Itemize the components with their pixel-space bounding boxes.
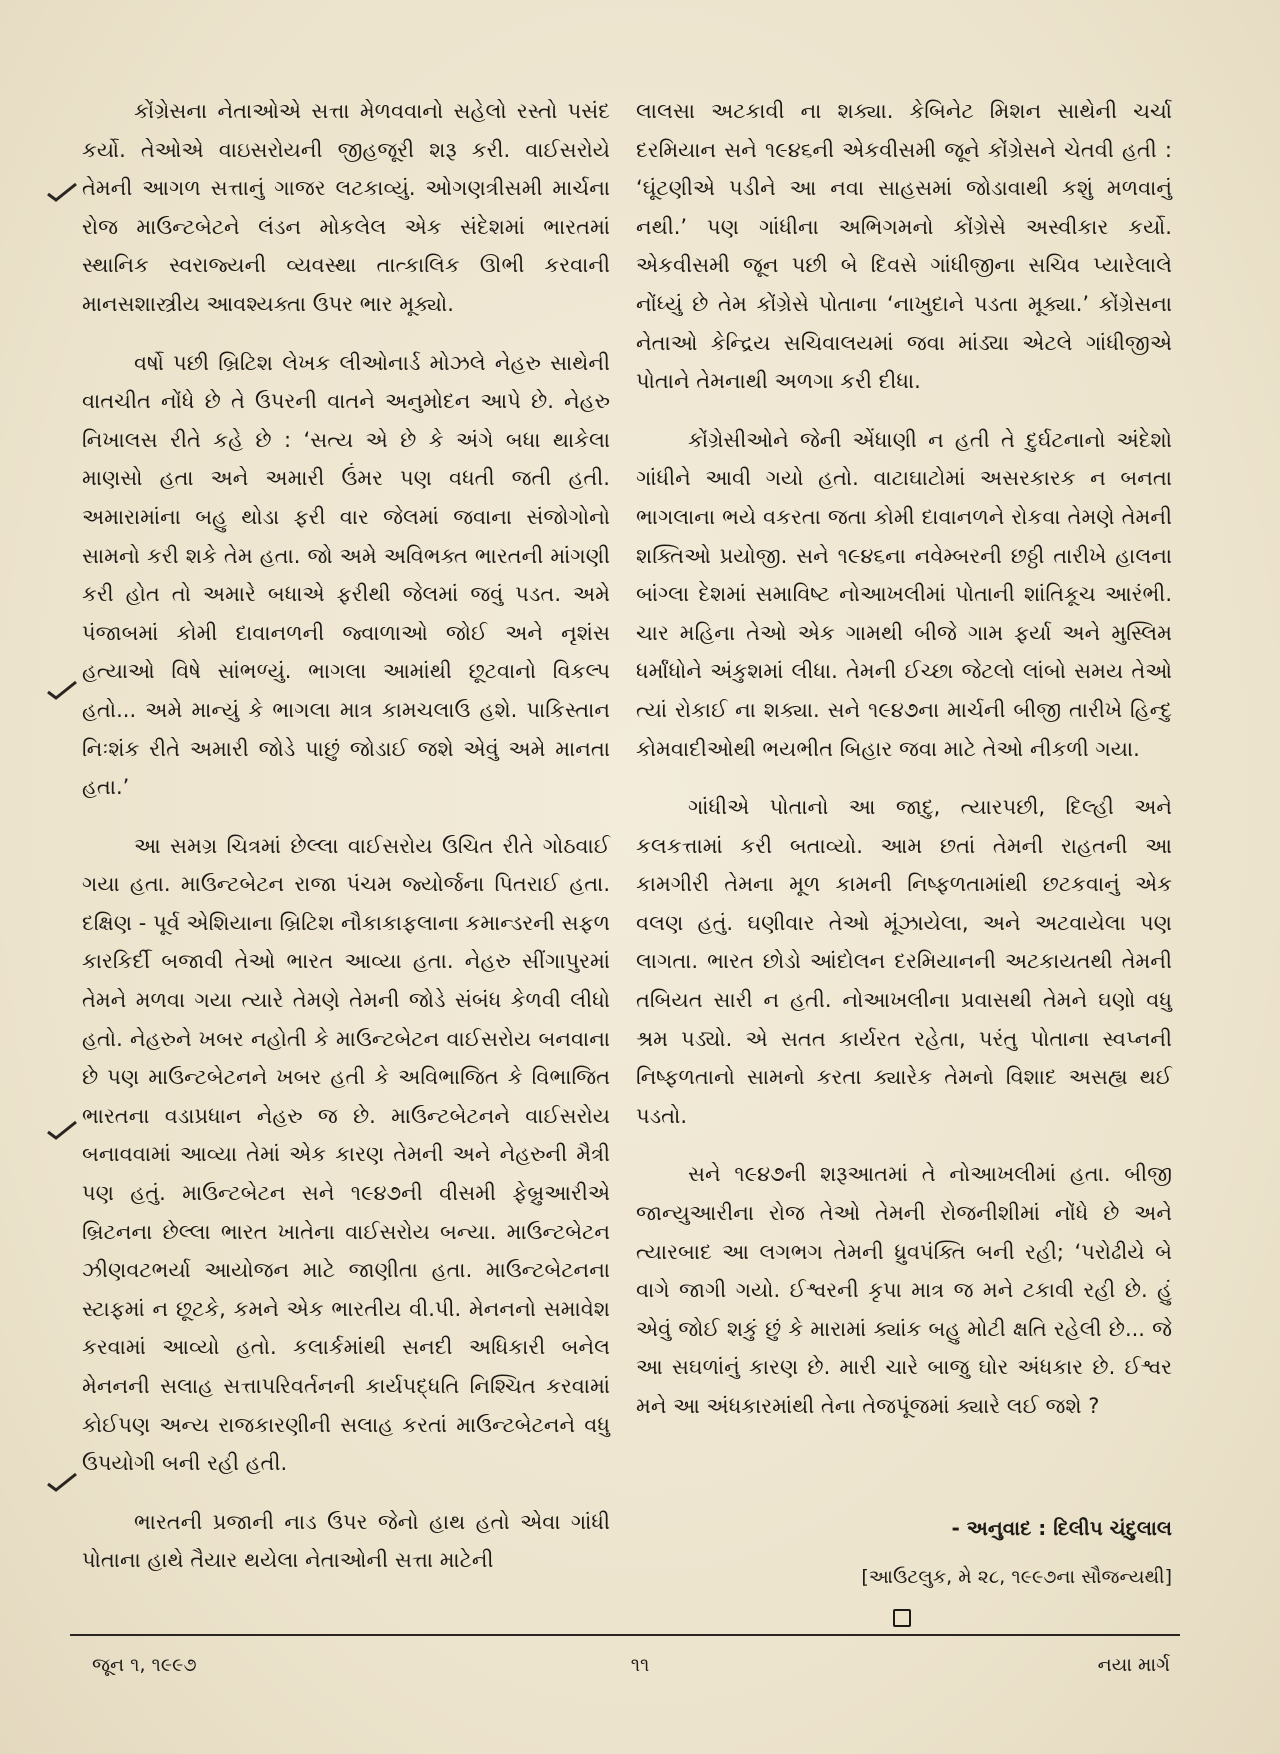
paragraph: કોંગ્રેસીઓને જેની એંધાણી ન હતી તે દુર્ઘટનાનો અંદેશો ગાંધીને આવી ગયો હતો. વાટાઘાટોમાં અસરકારક ન બનતા ભાગલાના ભયે વકરતા જતા કોમી દાવાનળને રોકવા તેમણે તેમની શક્તિઓ પ્રયોજી. સને ૧૯૪૬ના નવેમ્બરની છઠ્ઠી તારીખે હાલના બાંગ્લા દેશમાં સમાવિષ્ટ નોઆખલીમાં પોતાની શાંતિકૂચ આરંભી. ચાર મહિના તેઓ એક ગામથી બીજે ગામ ફર્યા અને મુસ્લિમ ધર્માંધોને અંકુશમાં લીધા. તેમની ઈચ્છા જેટલો લાંબો સમય તેઓ ત્યાં રોકાઈ ના શક્યા. સને ૧૯૪૭ના માર્ચની બીજી તારીખે હિન્દુ કોમવાદીઓથી ભયભીત બિહાર જવા માટે તેઓ નીકળી ગયા. <box>636 427 1172 761</box>
end-mark-icon <box>893 1609 911 1627</box>
translator-credit: - અનુવાદ : દિલીપ ચંદુલાલ <box>951 1516 1172 1540</box>
margin-check-mark-icon <box>46 1118 80 1144</box>
paragraph: લાલસા અટકાવી ના શક્યા. કેબિનેટ મિશન સાથેની ચર્ચા દરમિયાન સને ૧૯૪૬ની એકવીસમી જૂને કોંગ્રેસને ચેતવી હતી : ‘ઘૂંટણીએ પડીને આ નવા સાહસમાં જોડાવાથી કશું મળવાનું નથી.’ પણ ગાંધીના અભિગમનો કોંગ્રેસે અસ્વીકાર કર્યો. એકવીસમી જૂન પછી બે દિવસે ગાંધીજીના સચિવ પ્યારેલાલે નોંધ્યું છે તેમ કોંગ્રેસે પોતાના ‘નાખુદાને પડતા મૂક્યા.’ કોંગ્રેસના નેતાઓ કેન્દ્રિય સચિવાલયમાં જવા માંડ્યા એટલે ગાંધીજીએ પોતાને તેમનાથી અળગા કરી દીધા. <box>636 99 1172 394</box>
left-column <box>82 92 610 1580</box>
source-note: [આઉટલુક, મે ૨૮, ૧૯૯૭ના સૌજન્યથી] <box>861 1566 1172 1588</box>
margin-check-mark-icon <box>46 678 80 704</box>
paragraph: વર્ષો પછી બ્રિટિશ લેખક લીઓનાર્ડ મોઝલે નેહરુ સાથેની વાતચીત નોંધે છે તે ઉપરની વાતને અનુમોદન આપે છે. નેહરુ નિખાલસ રીતે કહે છે : ‘સત્ય એ છે કે અંગે બધા થાકેલા માણસો હતા અને અમારી ઉંમર પણ વધતી જતી હતી. અમારામાંના બહુ થોડા ફરી વાર જેલમાં જવાના સંજોગોનો સામનો કરી શકે તેમ હતા. જો અમે અવિભક્ત ભારતની માંગણી કરી હોત તો અમારે બધાએ ફરીથી જેલમાં જવું પડત. અમે પંજાબમાં કોમી દાવાનળની જ્વાળાઓ જોઈ અને નૃશંસ હત્યાઓ વિષે સાંભળ્યું. ભાગલા આમાંથી છૂટવાનો વિકલ્પ હતો... અમે માન્યું કે ભાગલા માત્ર કામચલાઉ હશે. પાકિસ્તાન નિઃશંક રીતે અમારી જોડે પાછું જોડાઈ જશે એવું અમે માનતા હતા.’ <box>82 350 610 800</box>
page-number: ૧૧ <box>630 1654 650 1676</box>
footer-divider <box>70 1634 1180 1636</box>
margin-check-mark-icon <box>46 180 80 206</box>
right-column <box>636 92 1172 1446</box>
paragraph: ગાંધીએ પોતાનો આ જાદુ, ત્યારપછી, દિલ્હી અને કલકત્તામાં કરી બતાવ્યો. આમ છતાં તેમની રાહતની આ કામગીરી તેમના મૂળ કામની નિષ્ફળતામાંથી છટકવાનું એક વલણ હતું. ઘણીવાર તેઓ મૂંઝાયેલા, અને અટવાયેલા પણ લાગતા. ભારત છોડો આંદોલન દરમિયાનની અટકાયતથી તેમની તબિયત સારી ન હતી. નોઆખલીના પ્રવાસથી તેમને ઘણો વધુ શ્રમ પડ્યો. એ સતત કાર્યરત રહેતા, પરંતુ પોતાના સ્વપ્નની નિષ્ફળતાનો સામનો કરતા ક્યારેક તેમનો વિશાદ અસહ્ય થઈ પડતો. <box>636 795 1172 1128</box>
magazine-name: નયા માર્ગ <box>1097 1654 1170 1676</box>
footer-date: જૂન ૧, ૧૯૯૭ <box>92 1654 197 1676</box>
paragraph: ભારતની પ્રજાની નાડ ઉપર જેનો હાથ હતો એવા ગાંધી પોતાના હાથે તૈયાર થયેલા નેતાઓની સત્તા માટેની <box>82 1509 610 1573</box>
paragraph: આ સમગ્ર ચિત્રમાં છેલ્લા વાઈસરોય ઉચિત રીતે ગોઠવાઈ ગયા હતા. માઉન્ટબેટન રાજા પંચમ જ્યોર્જના પિતરાઈ હતા. દક્ષિણ - પૂર્વ એશિયાના બ્રિટિશ નૌકાકાફલાના કમાન્ડરની સફળ કારકિર્દી બજાવી તેઓ ભારત આવ્યા હતા. નેહરુ સીંગાપુરમાં તેમને મળવા ગયા ત્યારે તેમણે તેમની જોડે સંબંધ કેળવી લીધો હતો. નેહરુને ખબર નહોતી કે માઉન્ટબેટન વાઈસરોય બનવાના છે પણ માઉન્ટબેટનને ખબર હતી કે અવિભાજિત કે વિભાજિત ભારતના વડાપ્રધાન નેહરુ જ છે. માઉન્ટબેટનને વાઈસરોય બનાવવામાં આવ્યા તેમાં એક કારણ તેમની અને નેહરુની મૈત્રી પણ હતું. માઉન્ટબેટન સને ૧૯૪૭ની વીસમી ફેબ્રુઆરીએ બ્રિટનના છેલ્લા ભારત ખાતેના વાઈસરોય બન્યા. માઉન્ટબેટન ઝીણવટભર્યા આયોજન માટે જાણીતા હતા. માઉન્ટબેટનના સ્ટાફમાં ન છૂટકે, કમને એક ભારતીય વી.પી. મેનનનો સમાવેશ કરવામાં આવ્યો હતો. કલાર્કમાંથી સનદી અધિકારી બનેલ મેનનની સલાહ સત્તાપરિવર્તનની કાર્યપદ્ધતિ નિશ્ચિત કરવામાં કોઈપણ અન્ય રાજકારણીની સલાહ કરતાં માઉન્ટબેટનને વધુ ઉપયોગી બની રહી હતી. <box>82 833 610 1476</box>
paragraph: સને ૧૯૪૭ની શરૂઆતમાં તે નોઆખલીમાં હતા. બીજી જાન્યુઆરીના રોજ તેઓ તેમની રોજનીશીમાં નોંધે છે અને ત્યારબાદ આ લગભગ તેમની ધ્રુવપંક્તિ બની રહી; ‘પરોઢીયે બે વાગે જાગી ગયો. ઈશ્વરની કૃપા માત્ર જ મને ટકાવી રહી છે. હું એવું જોઈ શકું છું કે મારામાં ક્યાંક બહુ મોટી ક્ષતિ રહેલી છે... જે આ સઘળાંનું કારણ છે. મારી ચારે બાજુ ઘોર અંધકાર છે. ઈશ્વર મને આ અંધકારમાંથી તેના તેજપૂંજમાં ક્યારે લઈ જશે ? <box>636 1162 1172 1418</box>
margin-check-mark-icon <box>46 1470 80 1496</box>
paragraph: કોંગ્રેસના નેતાઓએ સત્તા મેળવવાનો સહેલો રસ્તો પસંદ કર્યો. તેઓએ વાઇસરોયની જીહજૂરી શરૂ કરી. વાઈસરોયે તેમની આગળ સત્તાનું ગાજર લટકાવ્યું. ઓગણત્રીસમી માર્ચના રોજ માઉન્ટબેટને લંડન મોકલેલ એક સંદેશમાં ભારતમાં સ્થાનિક સ્વરાજ્યની વ્યવસ્થા તાત્કાલિક ઊભી કરવાની માનસશાસ્ત્રીય આવશ્યક્તા ઉપર ભાર મૂક્યો. <box>82 99 610 316</box>
